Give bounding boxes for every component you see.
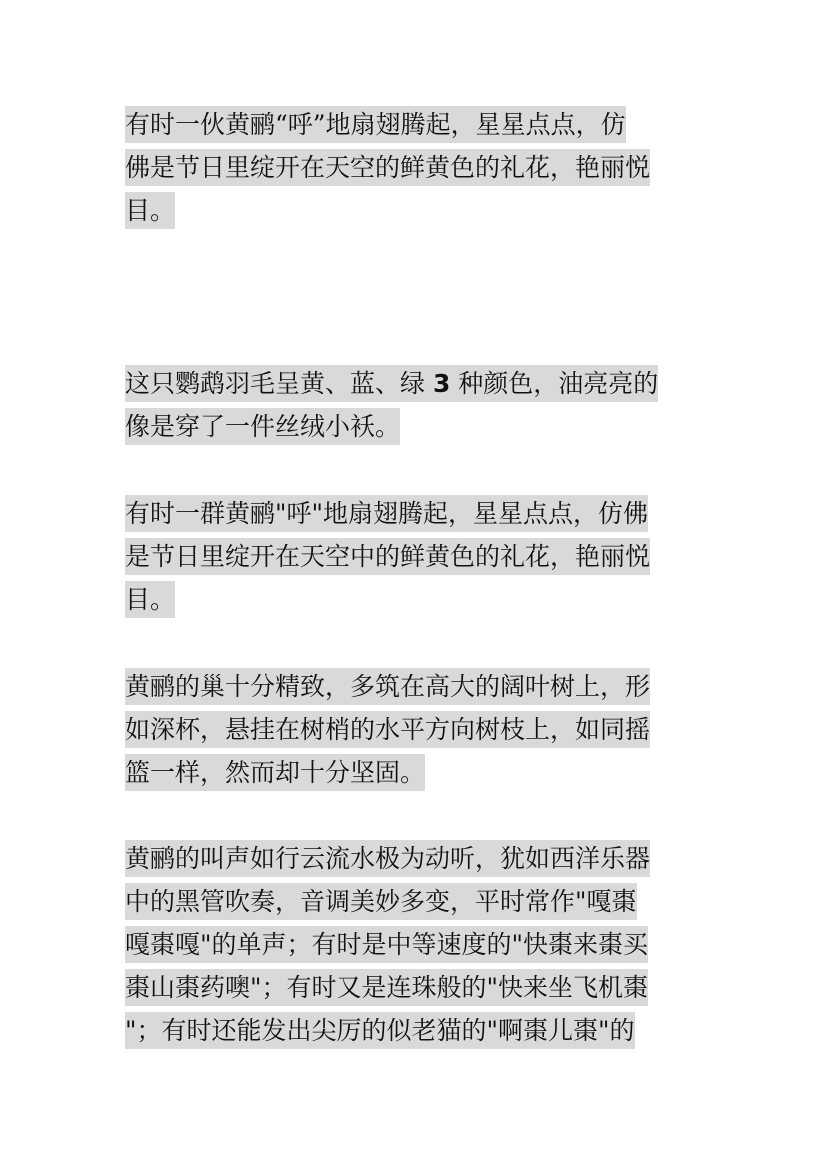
text-line: 黄鹂的巢十分精致，多筑在高大的阔叶树上，形 xyxy=(125,665,705,708)
paragraph-parrot xyxy=(125,362,705,448)
text-line: 佛是节日里绽开在天空的鲜黄色的礼花，艳丽悦 xyxy=(125,146,705,189)
text-line: 嘎棗嘎"的单声；有时是中等速度的"快棗来棗买 xyxy=(125,923,705,966)
paragraph-oriole-flock-2 xyxy=(125,492,705,621)
text-line: 中的黑管吹奏，音调美妙多变，平时常作"嘎棗 xyxy=(125,880,705,923)
color-count: 3 xyxy=(432,369,451,398)
text-line: 目。 xyxy=(125,578,705,621)
text-segment: 这只鹦鹉羽毛呈黄、蓝、绿 xyxy=(125,369,433,398)
text-line: 目。 xyxy=(125,189,705,232)
text-line: "；有时还能发出尖厉的似老猫的"啊棗儿棗"的 xyxy=(125,1009,705,1052)
text-line: 如深杯，悬挂在树梢的水平方向树枝上，如同摇 xyxy=(125,708,705,751)
text-line: 棗山棗药噢"；有时又是连珠般的"快来坐飞机棗 xyxy=(125,966,705,1009)
text-line: 篮一样，然而却十分坚固。 xyxy=(125,751,705,794)
paragraph-oriole-song xyxy=(125,837,705,1052)
paragraph-oriole-flock-1 xyxy=(125,103,705,232)
paragraph-oriole-nest xyxy=(125,665,705,794)
text-segment: 种颜色，油亮亮的 xyxy=(450,369,659,398)
text-line: 有时一伙黄鹂“呼”地扇翅腾起，星星点点，仿 xyxy=(125,103,705,146)
text-line: 有时一群黄鹂"呼"地扇翅腾起，星星点点，仿佛 xyxy=(125,492,705,535)
text-line: 像是穿了一件丝绒小袄。 xyxy=(125,405,705,448)
text-line xyxy=(125,362,705,405)
text-line: 黄鹂的叫声如行云流水极为动听，犹如西洋乐器 xyxy=(125,837,705,880)
text-line: 是节日里绽开在天空中的鲜黄色的礼花，艳丽悦 xyxy=(125,535,705,578)
